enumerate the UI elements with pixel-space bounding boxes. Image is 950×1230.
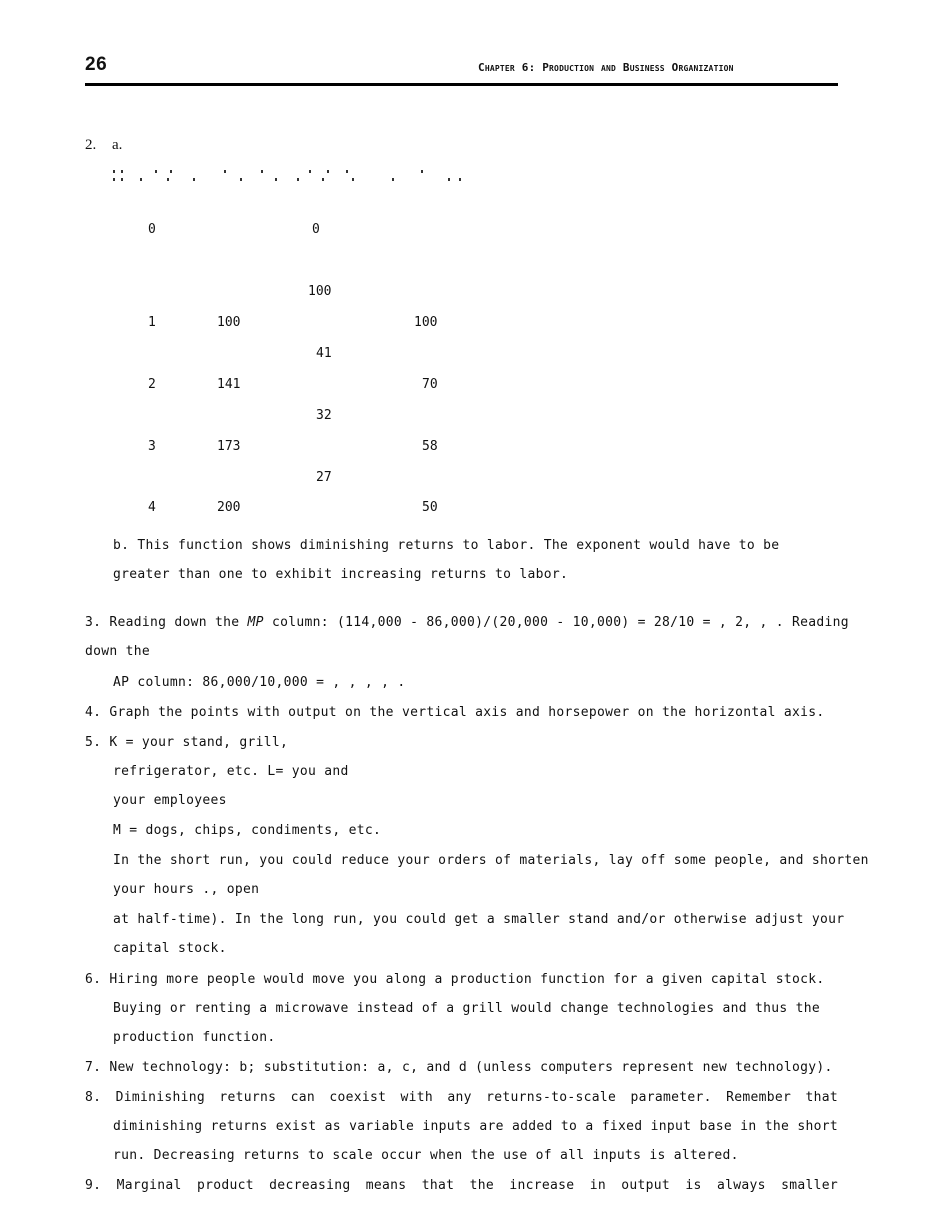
question-8-line-2: diminishing returns exist as variable inputs are added to a fixed input base in the short <box>113 1119 838 1134</box>
table-cell-total: 100 <box>217 315 241 330</box>
table-cell-labor: 1 <box>148 315 156 330</box>
question-5-line-7: at half-time). In the long run, you could get a smaller stand and/or otherwise adjust your <box>113 912 845 927</box>
question-5-line-2: refrigerator, etc. L= you and <box>113 764 349 779</box>
table-cell-marginal: 41 <box>316 346 332 361</box>
table-cell-marginal: 32 <box>316 408 332 423</box>
question-5-line-8: capital stock. <box>113 941 227 956</box>
question-2-number: 2. <box>85 137 97 153</box>
question-8-line-3: run. Decreasing returns to scale occur when the use of all inputs is altered. <box>113 1148 739 1163</box>
question-6-line-2: Buying or renting a microwave instead of a grill would change technologies and thus the <box>113 1001 821 1016</box>
table-cell-total: 200 <box>217 500 241 515</box>
table-cell-labor: 0 <box>148 222 156 237</box>
table-cell-total: 141 <box>217 377 241 392</box>
question-6-line-3: production function. <box>113 1030 276 1045</box>
q3-text-a: 3. Reading down the <box>85 615 248 630</box>
question-2b-line-1: b. This function shows diminishing returns to labor. The exponent would have to be <box>113 538 780 553</box>
question-5-line-1: 5. K = your stand, grill, <box>85 735 289 750</box>
table-cell-average: 70 <box>422 377 438 392</box>
table-cell-total: 173 <box>217 439 241 454</box>
question-2a-label: a. <box>112 137 123 153</box>
question-5-line-5: In the short run, you could reduce your orders of materials, lay off some people, and shorten <box>113 853 869 868</box>
table-header-fragments <box>113 170 483 174</box>
table-cell-average: 58 <box>422 439 438 454</box>
question-5-line-4: M = dogs, chips, condiments, etc. <box>113 823 382 838</box>
table-cell-labor: 3 <box>148 439 156 454</box>
chapter-title: Chapter 6: Production and Business Organization <box>478 61 734 74</box>
question-9: 9. Marginal product decreasing means that the increase in output is always smaller <box>85 1178 838 1193</box>
question-3-line-3: AP column: 86,000/10,000 = , , , , . <box>113 675 406 690</box>
question-7: 7. New technology: b; substitution: a, c, and d (unless computers represent new technology). <box>85 1060 833 1075</box>
table-cell-total: 0 <box>312 222 320 237</box>
question-5-line-6: your hours ., open <box>113 882 260 897</box>
question-5-line-3: your employees <box>113 793 227 808</box>
header-rule <box>85 83 838 86</box>
table-cell-marginal: 27 <box>316 470 332 485</box>
question-3-line-2: down the <box>85 644 151 659</box>
question-6-line-1: 6. Hiring more people would move you along a production function for a given capital stock. <box>85 972 825 987</box>
table-cell-average: 50 <box>422 500 438 515</box>
question-4: 4. Graph the points with output on the vertical axis and horsepower on the horizontal axis. <box>85 705 825 720</box>
table-cell-marginal: 100 <box>308 284 332 299</box>
table-cell-average: 100 <box>414 315 438 330</box>
question-2b-line-2: greater than one to exhibit increasing returns to labor. <box>113 567 569 582</box>
table-cell-labor: 4 <box>148 500 156 515</box>
table-cell-labor: 2 <box>148 377 156 392</box>
q3-text-b: column: (114,000 - 86,000)/(20,000 - 10,000) = 28/10 = , 2, , . Reading <box>263 615 849 630</box>
question-3-line-1 <box>85 615 849 630</box>
mp-label: MP <box>247 615 264 630</box>
question-8-line-1: 8. Diminishing returns can coexist with any returns-to-scale parameter. Remember that <box>85 1090 838 1105</box>
page-number: 26 <box>85 54 108 75</box>
